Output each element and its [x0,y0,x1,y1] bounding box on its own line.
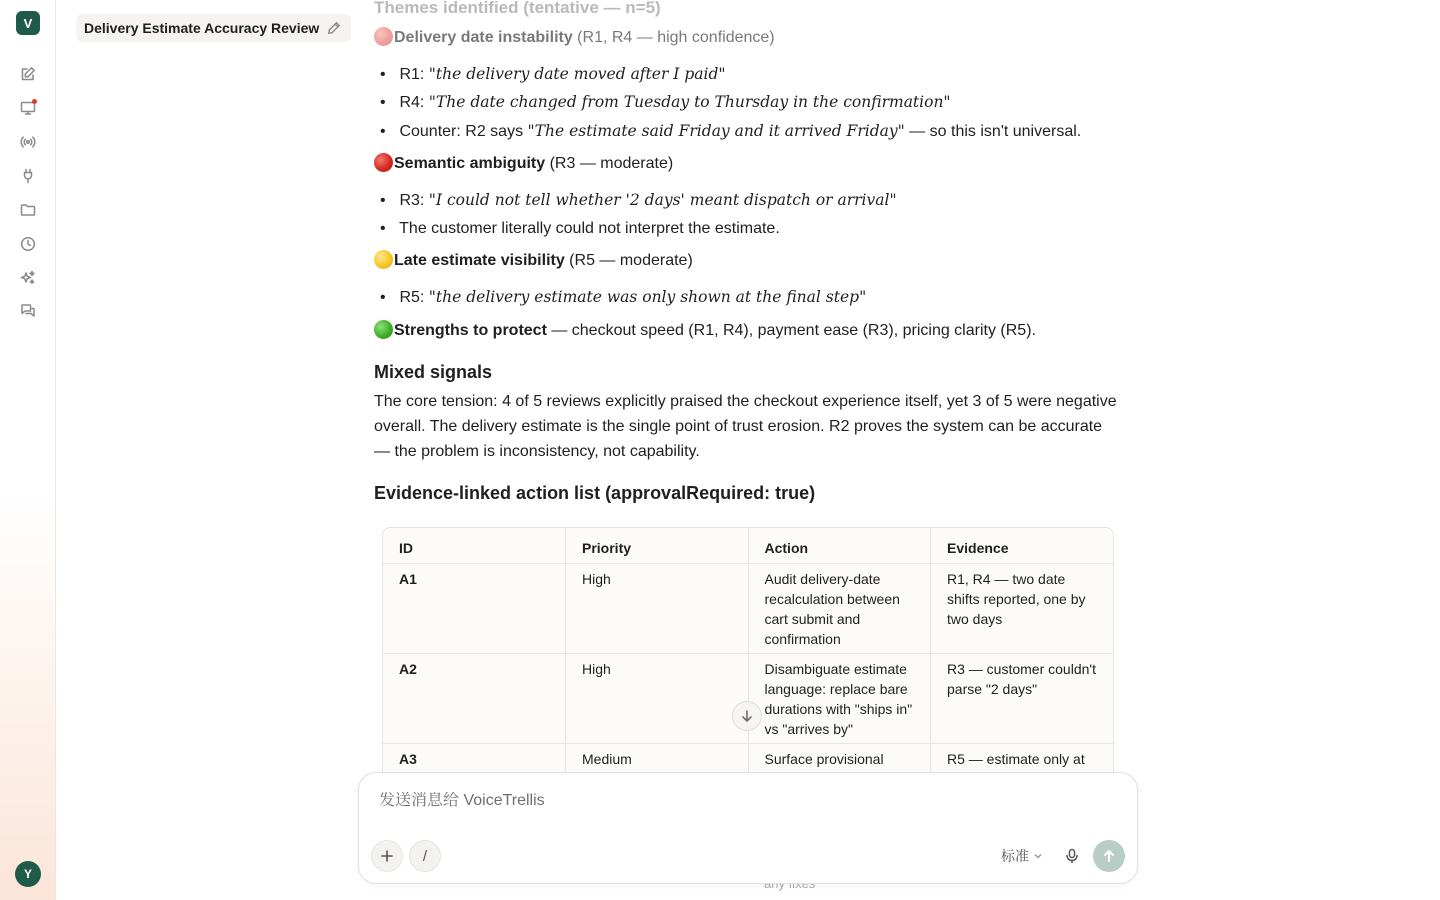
list-item: • R3: "I could not tell whether '2 days' meant dispatch or arrival" [380,189,897,212]
arrow-down-icon [740,709,754,723]
list-item: • R1: "the delivery date moved after I paid" [380,63,726,86]
conversations-button[interactable] [16,298,40,322]
cell-priority: High [566,563,749,653]
monitor-button[interactable] [16,96,40,120]
broadcast-button[interactable] [16,130,40,154]
pencil-icon[interactable] [327,21,341,35]
history-button[interactable] [16,232,40,256]
left-rail [0,0,56,900]
send-button[interactable] [1093,840,1125,872]
cell-evidence: R3 — customer couldn't parse "2 days" [931,653,1114,743]
cell-action: Audit delivery-date recalculation between cart submit and confirmation [748,563,931,653]
cell-action: Surface provisional [748,743,931,787]
mixed-signals-heading: Mixed signals [374,362,493,382]
yellow-circle-icon [374,250,393,269]
attach-button[interactable] [371,840,403,872]
conversation-title: Delivery Estimate Accuracy Review [84,20,320,36]
notification-dot [32,99,37,104]
cell-priority: Medium [566,743,749,787]
cell-priority: High [566,653,749,743]
edit-icon [20,66,36,82]
theme-heading: Delivery date instability (R1, R4 — high confidence) [374,27,775,49]
skills-button[interactable] [16,266,40,290]
cell-id: A1 [383,563,566,653]
voice-input-button[interactable] [1061,845,1083,867]
user-avatar[interactable]: Y [15,861,41,887]
app-logo[interactable]: V [16,11,40,35]
plug-icon [20,168,36,184]
sparkles-icon [20,270,36,286]
message-input[interactable] [379,792,979,810]
column-header-evidence: Evidence [931,528,1114,563]
folder-icon [20,202,36,218]
conversation-title-chip[interactable] [76,14,351,42]
clock-icon [20,236,36,252]
red-circle-icon [374,153,393,172]
cell-action: Disambiguate estimate language: replace bare durations with "ships in" vs "arrives by" [748,653,931,743]
cell-evidence: R5 — estimate only at [931,743,1114,787]
message-composer [358,772,1138,884]
theme-heading: Semantic ambiguity (R3 — moderate) [374,153,673,175]
cell-id: A3 [383,743,566,787]
mode-select[interactable] [1001,845,1043,867]
themes-heading: Themes identified (tentative — n=5) [374,0,661,17]
column-header-id: ID [383,528,566,563]
mixed-signals-paragraph: The core tension: 4 of 5 reviews explicitly praised the checkout experience itself, yet 3 of 5 were negative overall. The delivery estimate is the single point of trust erosion. R2 proves the system can be accurate — the problem is inconsistency, not capability. [374,393,1117,460]
plus-icon [380,849,394,863]
theme-heading: Late estimate visibility (R5 — moderate) [374,250,693,272]
list-item: • The customer literally could not interpret the estimate. [380,218,780,240]
column-header-priority: Priority [566,528,749,563]
integrations-button[interactable] [16,164,40,188]
mode-select-label: 标准 [1001,848,1029,864]
broadcast-icon [20,134,36,150]
microphone-icon [1064,848,1080,864]
chevron-down-icon [1033,851,1043,861]
slash-command-button[interactable]: / [409,840,441,872]
cell-evidence: R1, R4 — two date shifts reported, one by two days [931,563,1114,653]
action-table [382,527,1114,787]
list-item: • R5: "the delivery estimate was only shown at the final step" [380,286,866,309]
table-row [383,563,1113,653]
arrow-up-icon [1101,848,1117,864]
action-list-heading: Evidence-linked action list (approvalRequired: true) [374,483,816,503]
column-header-action: Action [748,528,931,563]
table-header-row [383,528,1113,563]
cell-id: A2 [383,653,566,743]
red-circle-icon [374,27,393,46]
scroll-to-bottom-button[interactable] [732,701,762,731]
new-chat-button[interactable] [16,62,40,86]
list-item: • Counter: R2 says "The estimate said Friday and it arrived Friday" — so this isn't universal. [380,120,1081,143]
list-item: • R4: "The date changed from Tuesday to Thursday in the confirmation" [380,91,951,114]
green-circle-icon [374,320,393,339]
theme-heading: Strengths to protect — checkout speed (R1, R4), payment ease (R3), pricing clarity (R5). [374,320,1036,342]
files-button[interactable] [16,198,40,222]
chat-bubbles-icon [20,302,36,318]
